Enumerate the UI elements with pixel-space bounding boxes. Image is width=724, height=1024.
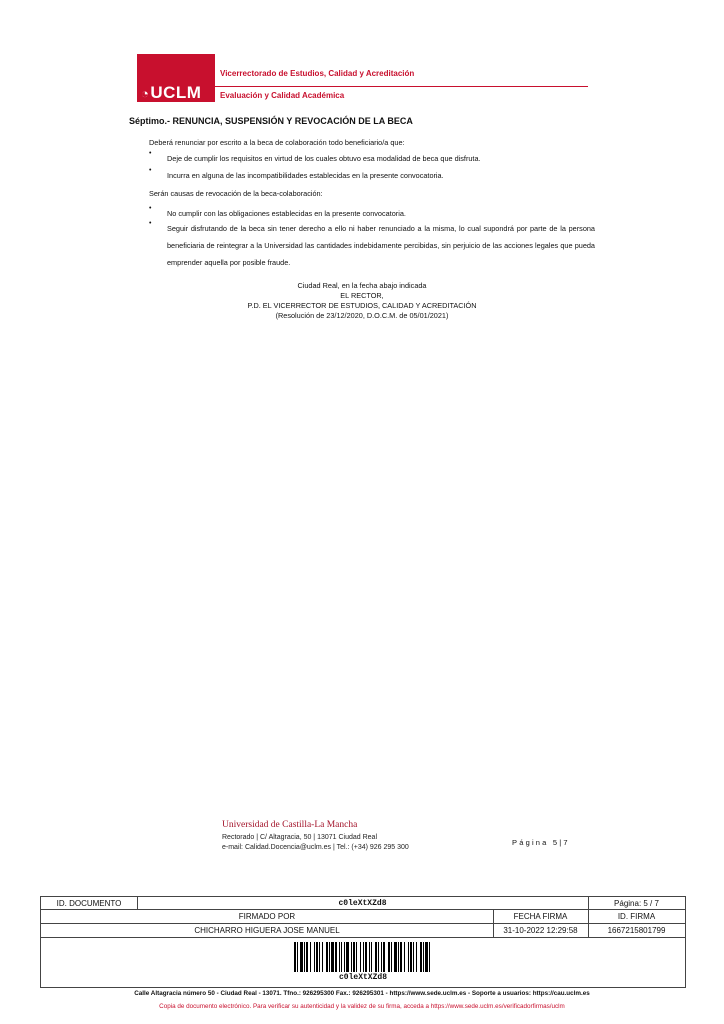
footer-address: Rectorado | C/ Altagracia, 50 | 13071 Ciudad Real: [222, 834, 378, 841]
barcode-bar: [400, 942, 402, 972]
barcode-bar: [381, 942, 382, 972]
logo-text: UCLM: [150, 83, 202, 102]
bullet-icon: •: [149, 167, 152, 174]
barcode-bar: [314, 942, 315, 972]
signer-name: CHICHARRO HIGUERA JOSE MANUEL: [194, 925, 340, 935]
barcode-bar: [329, 942, 330, 972]
id-firma-label: ID. FIRMA: [617, 911, 656, 921]
barcode-bar: [310, 942, 311, 972]
list-item-text: Seguir disfrutando de la beca sin tener derecho a ello ni haber renunciado a la misma, lo cual supondrá por parte de la persona beneficiaria de reintegrar a la Universidad las cantidades indebidamente percibidas, sin perjuicio de las acciones legales que pueda emprender aquella por posible fraude.: [167, 224, 595, 267]
barcode-bar: [425, 942, 428, 972]
list-item-text: Deje de cumplir los requisitos en virtud de los cuales obtuvo esa modalidad de beca que disfruta.: [167, 154, 481, 163]
barcode-bar: [353, 942, 355, 972]
barcode-bar: [319, 942, 320, 972]
barcode-bar: [316, 942, 318, 972]
barcode-text: c0leXtXZd8: [338, 973, 387, 982]
barcode-bar: [365, 942, 367, 972]
barcode-bar: [383, 942, 385, 972]
barcode-bar: [331, 942, 334, 972]
fecha-firma-label: FECHA FIRMA: [513, 911, 568, 921]
barcode-bar: [335, 942, 337, 972]
barcode-bar: [420, 942, 422, 972]
barcode-bar: [339, 942, 340, 972]
barcode-bar: [363, 942, 364, 972]
uclm-logo: [141, 83, 201, 103]
barcode-bar: [341, 942, 342, 972]
bullet-icon: •: [149, 220, 152, 227]
header-divider: [215, 86, 588, 87]
barcode-bar: [423, 942, 424, 972]
barcode-bar: [391, 942, 392, 972]
barcode-bar: [416, 942, 417, 972]
footer-contact: e-mail: Calidad.Docencia@uclm.es | Tel.: (+34) 926 295 300: [222, 844, 409, 851]
barcode-bar: [300, 942, 303, 972]
barcode-bar: [356, 942, 357, 972]
barcode-bar: [346, 942, 349, 972]
revocacion-intro: Serán causas de revocación de la beca-colaboración:: [149, 189, 323, 198]
footer-verification-note: Copia de documento electrónico. Para verificar su autenticidad y la validez de su firma, acceda a https://www.sede.uclm.es/verificadorfirmas/uclm: [159, 1003, 565, 1010]
signature-delegation: P.D. EL VICERRECTOR DE ESTUDIOS, CALIDAD Y ACREDITACIÓN: [247, 301, 477, 310]
signal-icon: ◔: [141, 86, 150, 101]
firmado-por-label: FIRMADO POR: [238, 911, 296, 921]
list-item-text: No cumplir con las obligaciones establecidas en la presente convocatoria.: [167, 209, 406, 218]
signature-role: EL RECTOR,: [340, 291, 384, 300]
signature-place-date: Ciudad Real, en la fecha abajo indicada: [297, 281, 427, 290]
barcode-bar: [371, 942, 372, 972]
signature-block: [162, 281, 562, 321]
list-item-text: Incurra en alguna de las incompatibilidades establecidas en la presente convocatoria.: [167, 171, 444, 180]
barcode-bar: [394, 942, 397, 972]
bullet-icon: •: [149, 150, 152, 157]
footer-contact-line: Calle Altagracia número 50 - Ciudad Real - 13071. Tfno.: 926295300 Fax.: 926295301 - https://www.sede.uclm.es - Soporte a usuarios: https://cau.uclm.es: [134, 990, 590, 997]
barcode-bar: [326, 942, 328, 972]
page-label: Página: 5 / 7: [614, 898, 659, 908]
id-firma-value: 1667215801799: [607, 925, 666, 935]
university-name: Universidad de Castilla-La Mancha: [222, 820, 358, 830]
barcode-bar: [375, 942, 377, 972]
page-number: Página 5|7: [512, 838, 570, 847]
id-document-label: ID. DOCUMENTO: [56, 898, 122, 908]
barcode-bar: [413, 942, 414, 972]
barcode: [294, 942, 430, 972]
barcode-bar: [398, 942, 399, 972]
verification-table: [40, 896, 686, 988]
renuncia-intro: Deberá renunciar por escrito a la beca de colaboración todo beneficiario/a que:: [149, 138, 405, 147]
barcode-bar: [378, 942, 379, 972]
barcode-bar: [388, 942, 390, 972]
id-document-value: c0leXtXZd8: [338, 898, 387, 908]
barcode-bar: [344, 942, 345, 972]
barcode-bar: [369, 942, 370, 972]
barcode-bar: [351, 942, 352, 972]
barcode-bar: [410, 942, 412, 972]
fecha-firma-value: 31-10-2022 12:29:58: [503, 925, 578, 935]
barcode-bar: [408, 942, 409, 972]
barcode-bar: [429, 942, 430, 972]
barcode-bar: [306, 942, 308, 972]
header-vicerrectorado: Vicerrectorado de Estudios, Calidad y Acreditación: [220, 69, 415, 78]
barcode-bar: [404, 942, 405, 972]
barcode-bar: [297, 942, 298, 972]
bullet-icon: •: [149, 205, 152, 212]
table-divider: [41, 937, 685, 938]
barcode-bar: [294, 942, 296, 972]
section-title: Séptimo.- RENUNCIA, SUSPENSIÓN Y REVOCACIÓN DE LA BECA: [129, 116, 413, 126]
signature-resolution: (Resolución de 23/12/2020, D.O.C.M. de 05/01/2021): [275, 311, 449, 320]
barcode-bar: [322, 942, 323, 972]
barcode-bar: [360, 942, 361, 972]
header-department: Evaluación y Calidad Académica: [220, 91, 345, 100]
barcode-bar: [304, 942, 305, 972]
